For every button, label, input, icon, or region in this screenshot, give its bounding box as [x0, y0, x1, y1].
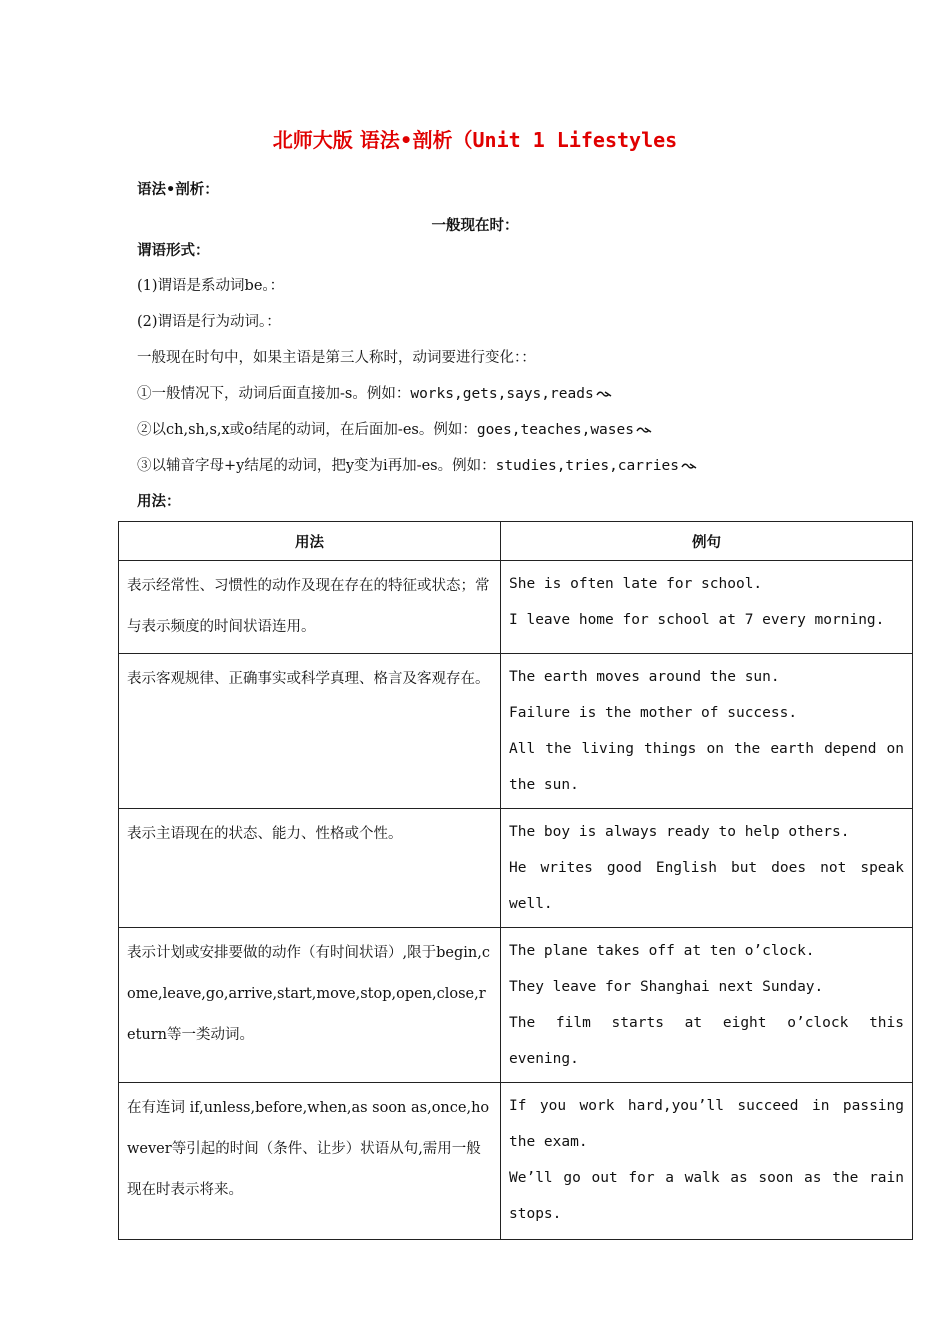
- example-sentence: We’ll go out for a walk as soon as the rain stops.: [509, 1170, 904, 1222]
- scribble-mark-icon: [681, 461, 697, 471]
- variation-examples: works,gets,says,reads: [410, 386, 594, 402]
- variation-text: ②以ch,sh,s,x或o结尾的动词，在后面加-es。例如：: [137, 422, 477, 438]
- example-sentence: I leave home for school at 7 every morning.: [509, 612, 885, 628]
- examples-cell: [501, 654, 913, 809]
- scribble-mark-icon: [596, 389, 612, 399]
- table-row: [119, 654, 913, 809]
- example-sentence: She is often late for school.: [509, 576, 763, 592]
- example-sentence: He writes good English but does not speak well.: [509, 860, 904, 912]
- variation-examples: studies,tries,carries: [495, 458, 679, 474]
- section-heading: 语法•剖析：: [137, 182, 219, 198]
- variation-3: [137, 454, 697, 475]
- example-sentence: If you work hard,you’ll succeed in passing the exam.: [509, 1098, 904, 1150]
- title-en: Unit 1 Lifestyles: [472, 128, 678, 152]
- table-row: [119, 561, 913, 654]
- scribble-mark-icon: [636, 425, 652, 435]
- example-sentence: All the living things on the earth depend on the sun.: [509, 741, 904, 793]
- usage-cell: 表示计划或安排要做的动作（有时间状语）,限于begin,come,leave,go,arrive,start,move,stop,open,close,return等一类动词。: [119, 928, 501, 1083]
- example-sentence: They leave for Shanghai next Sunday.: [509, 979, 824, 995]
- variation-1: [137, 382, 612, 403]
- tense-heading: 一般现在时：: [431, 218, 519, 234]
- examples-cell: [501, 561, 913, 654]
- table-row: [119, 928, 913, 1083]
- example-sentence: Failure is the mother of success.: [509, 705, 798, 721]
- usage-cell: 在有连词 if,unless,before,when,as soon as,once,however等引起的时间（条件、让步）状语从句,需用一般现在时表示将来。: [119, 1083, 501, 1240]
- examples-cell: [501, 928, 913, 1083]
- usage-heading: 用法：: [137, 494, 181, 510]
- example-sentence: The boy is always ready to help others.: [509, 824, 850, 840]
- usage-cell: 表示经常性、习惯性的动作及现在存在的特征或状态；常与表示频度的时间状语连用。: [119, 561, 501, 654]
- variation-text: ①一般情况下，动词后面直接加-s。例如：: [137, 386, 411, 402]
- variation-examples: goes,teaches,wases: [476, 422, 634, 438]
- examples-cell: [501, 1083, 913, 1240]
- column-header-examples: 例句: [501, 522, 913, 561]
- table-header-row: [119, 522, 913, 561]
- rule-1: (1)谓语是系动词be。：: [137, 278, 285, 294]
- examples-cell: [501, 809, 913, 928]
- usage-cell: 表示主语现在的状态、能力、性格或个性。: [119, 809, 501, 928]
- column-header-usage: 用法: [119, 522, 501, 561]
- example-sentence: The plane takes off at ten o’clock.: [509, 943, 815, 959]
- usage-table: [118, 521, 913, 1240]
- variation-2: [137, 418, 652, 439]
- example-sentence: The earth moves around the sun.: [509, 669, 780, 685]
- variation-text: ③以辅音字母+y结尾的动词，把y变为i再加-es。例如：: [137, 458, 496, 474]
- example-sentence: The film starts at eight o’clock this evening.: [509, 1015, 904, 1067]
- rule-3: 一般现在时句中，如果主语是第三人称时，动词要进行变化：：: [137, 350, 536, 366]
- table-row: [119, 809, 913, 928]
- predicate-heading: 谓语形式：: [137, 243, 210, 259]
- page-title: [0, 124, 950, 153]
- usage-cell: 表示客观规律、正确事实或科学真理、格言及客观存在。: [119, 654, 501, 809]
- table-row: [119, 1083, 913, 1240]
- title-cn: 北师大版 语法•剖析（: [272, 128, 473, 152]
- rule-2: (2)谓语是行为动词。：: [137, 314, 281, 330]
